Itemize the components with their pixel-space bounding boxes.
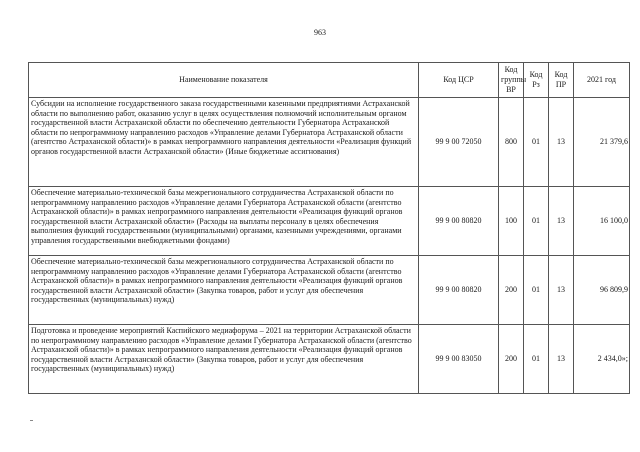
- scan-artifact: [30, 420, 33, 421]
- row-pr-code: 13: [549, 325, 574, 394]
- row-vr-code: 200: [499, 256, 524, 325]
- row-rz-code: 01: [524, 98, 549, 187]
- table-row: [29, 325, 630, 394]
- row-amount: 96 809,9: [574, 256, 630, 325]
- page-number: 963: [314, 28, 326, 37]
- row-csr-code: 99 9 00 83050: [419, 325, 499, 394]
- row-description: Субсидии на исполнение государственного заказа государственными казенными предприятиями Астраханской области по выполнению работ, оказанию услуг в целях осуществления полномочий исполнительным органом государственной власти Астраханской области по обеспечению деятельности Губернатора Астраханской области по непрограммному направлению расходов «Управление делами Губернатора Астраханской области (агентство Астраханской области)» в рамках непрограммного направления деятельности «Реализация функций органов государственной власти Астраханской области» (Иные бюджетные ассигнования): [29, 98, 419, 187]
- header-vr: Код группы ВР: [499, 63, 524, 98]
- header-csr: Код ЦСР: [419, 63, 499, 98]
- row-vr-code: 800: [499, 98, 524, 187]
- table-row: [29, 256, 630, 325]
- row-pr-code: 13: [549, 98, 574, 187]
- row-pr-code: 13: [549, 256, 574, 325]
- header-name: Наименование показателя: [29, 63, 419, 98]
- row-amount: 2 434,0»;: [574, 325, 630, 394]
- row-pr-code: 13: [549, 187, 574, 256]
- row-rz-code: 01: [524, 256, 549, 325]
- row-csr-code: 99 9 00 80820: [419, 256, 499, 325]
- table-row: [29, 187, 630, 256]
- header-rz: Код Рз: [524, 63, 549, 98]
- row-rz-code: 01: [524, 325, 549, 394]
- table-row: [29, 98, 630, 187]
- row-description: Обеспечение материально-технической базы межрегионального сотрудничества Астраханской области по непрограммному направлению расходов «Управление делами Губернатора Астраханской области (агентство Астраханской области)» в рамках непрограммного направления деятельности «Реализация функций органов государственной власти Астраханской области» (Закупка товаров, работ и услуг для обеспечения государственных (муниципальных) нужд): [29, 256, 419, 325]
- row-csr-code: 99 9 00 80820: [419, 187, 499, 256]
- row-amount: 16 100,0: [574, 187, 630, 256]
- row-csr-code: 99 9 00 72050: [419, 98, 499, 187]
- table-header-row: [29, 63, 630, 98]
- row-description: Обеспечение материально-технической базы межрегионального сотрудничества Астраханской области по непрограммному направлению расходов «Управление делами Губернатора Астраханской области (агентство Астраханской области)» в рамках непрограммного направления деятельности «Реализация функций органов государственной власти Астраханской области» (Расходы на выплаты персоналу в целях обеспечения выполнения функций государственными (муниципальными) органами, казенными учреждениями, органами управления государственными внебюджетными фондами): [29, 187, 419, 256]
- header-pr: Код ПР: [549, 63, 574, 98]
- header-year: 2021 год: [574, 63, 630, 98]
- row-description: Подготовка и проведение мероприятий Каспийского медиафорума – 2021 на территории Астраханской области по непрограммному направлению расходов «Управление делами Губернатора Астраханской области (агентство Астраханской области)» в рамках непрограммного направления деятельности «Реализация функций органов государственной власти Астраханской области» (Закупка товаров, работ и услуг для обеспечения государственных (муниципальных) нужд): [29, 325, 419, 394]
- row-amount: 21 379,6: [574, 98, 630, 187]
- row-vr-code: 100: [499, 187, 524, 256]
- budget-table: [28, 62, 630, 394]
- row-rz-code: 01: [524, 187, 549, 256]
- row-vr-code: 200: [499, 325, 524, 394]
